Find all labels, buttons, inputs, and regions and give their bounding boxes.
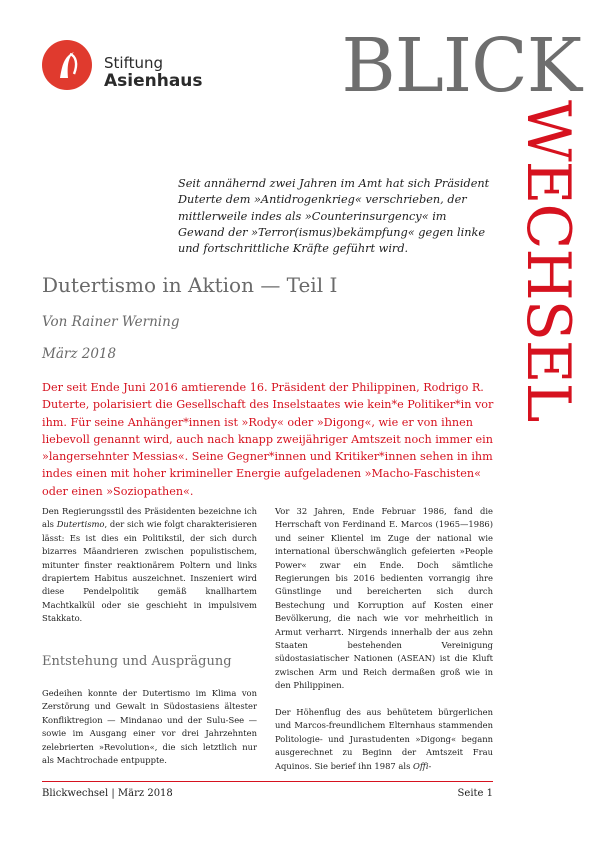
body-text: Der Höhenflug des aus behütetem bürgerlichen und Marcos-freundlichem Elternhaus stammenden Politologie- und Jurastudenten »Digong« begann ausgerechnet zu Beginn der Amtszeit Frau Aquinos. Sie berief ihn 1987 als (275, 707, 493, 771)
body-text: , der sich wie folgt charakterisieren lässt: Es ist dies ein Politikstil, der sich durch bizarres Mäandrieren zwischen populistischem, mitunter finster reaktionärem Poltern und links drapiertem Habitus auszeichnet. Inszeniert wird diese Pendelpolitik gemäß knallhartem Machtkalkül oder sie geschieht in impulsivem Stakkato. (42, 519, 257, 624)
footer-page-number: Seite 1 (457, 788, 493, 799)
article-title: Dutertismo in Aktion — Teil I (42, 273, 338, 297)
footer-publication: Blickwechsel | März 2018 (42, 788, 173, 799)
body-paragraph (275, 706, 493, 773)
masthead-blick: BLICK (341, 23, 581, 109)
section-heading: Entstehung und Ausprägung (42, 654, 232, 669)
body-paragraph: Vor 32 Jahren, Ende Februar 1986, fand die Herrschaft von Ferdinand E. Marcos (1965—1986) und seiner Klientel im Zuge der national wie international überschwänglich gefeierten »People Power« zwar ein Ende. Doch sämtliche Regierungen bis 2016 bedienten vorrangig ihre Günstlinge und bereicherten sich durch Bestechung und Korruption auf Kosten einer Bevölkerung, die nach wie vor mehrheitlich in Armut verharrt. Nirgends innerhalb der aus zehn Staaten bestehenden Vereinigung südostasiatischer Nationen (ASEAN) ist die Kluft zwischen Arm und Reich dermaßen groß wie in den Philippinen. (275, 506, 493, 691)
masthead-wechsel: WECHSEL (513, 100, 583, 422)
article-lead: Der seit Ende Juni 2016 amtierende 16. Präsident der Philippinen, Rodrigo R. Duterte, polarisiert die Gesellschaft des Inselstaates wie kein*e Politiker*in vor ihm. Für seine Anhänger*innen ist »Rody« oder »Digong«, wie er von ihnen liebevoll genannt wird, auch nach knapp zweijähriger Amtszeit noch immer ein »langersehnter Messias«. Seine Gegner*innen und Kritiker*innen sehen in ihm indes einen mit hoher krimineller Energie aufgeladenen »Macho-Faschisten« oder einen »Soziopathen«. (42, 381, 494, 498)
article-author: Von Rainer Werning (42, 314, 180, 330)
stiftung-asienhaus-logo (42, 40, 202, 92)
body-text: Den Regierungsstil des Präsidenten bezeichne ich als (42, 506, 257, 530)
logo-text-stiftung: Stiftung (104, 54, 164, 72)
body-column-left-section (42, 687, 257, 767)
logo-text-asienhaus: Asienhaus (104, 71, 203, 91)
teaser-text: Seit annähernd zwei Jahren im Amt hat sich Präsident Duterte dem »Antidrogenkrieg« verschrieben, der mittlerweile indes als »Counterinsurgency« im Gewand der »Terror(ismus)bekämpfung« gegen linke und fortschrittliche Kräfte geführt wird. (178, 177, 490, 256)
body-column-right (275, 505, 493, 773)
body-column-left (42, 505, 257, 626)
asienhaus-logo-icon (42, 40, 92, 90)
article-date: März 2018 (42, 346, 117, 362)
body-paragraph (42, 505, 257, 626)
body-paragraph: Gedeihen konnte der Dutertismo im Klima von Zerstörung und Gewalt in Südostasiens ältester Konfliktregion — Mindanao und der Sulu-See — sowie im Ausgang einer vor drei Jahrzehnten zelebrierten »Revolution«, die sich letztlich nur als Machtrochade entpuppte. (42, 688, 257, 766)
body-emphasis: Offi- (413, 760, 432, 771)
footer-rule (42, 781, 493, 782)
logo-stroke-icon (54, 48, 80, 82)
body-emphasis: Dutertismo (56, 519, 105, 530)
